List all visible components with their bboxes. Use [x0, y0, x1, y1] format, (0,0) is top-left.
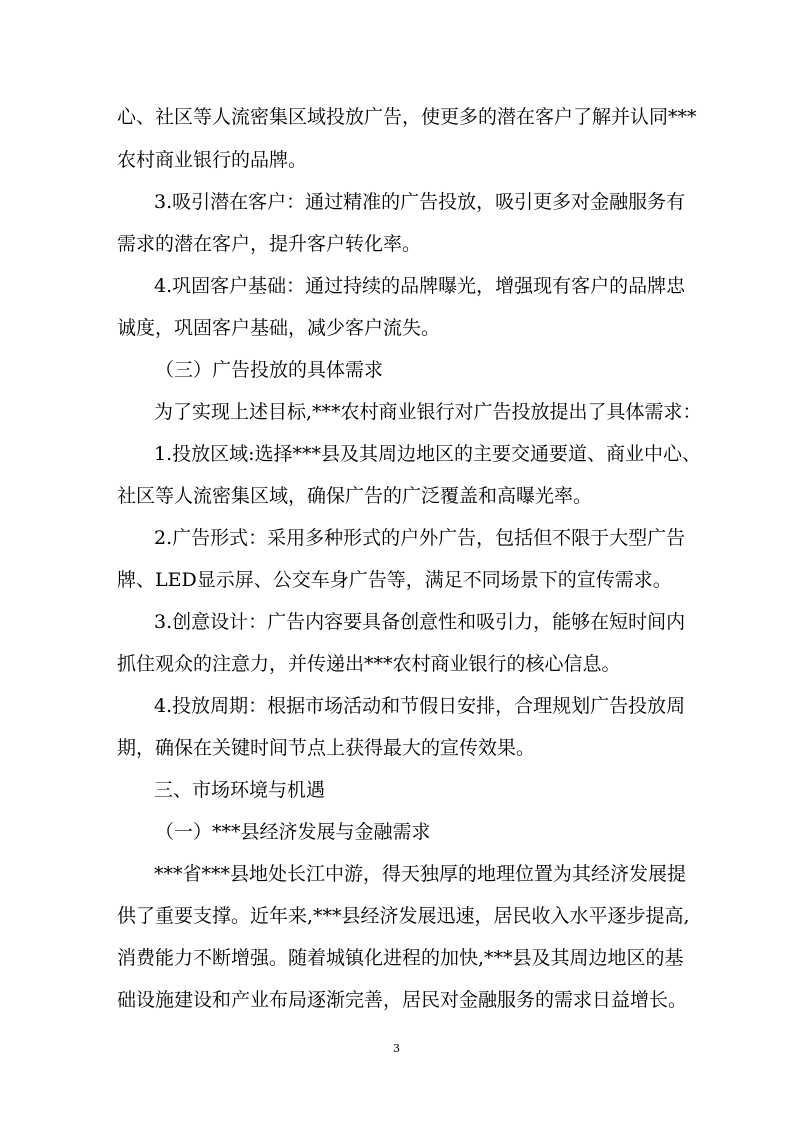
text-line: 消费能力不断增强。随着城镇化进程的加快,***县及其周边地区的基	[117, 947, 684, 969]
text-line: 心、社区等人流密集区域投放广告，使更多的潜在客户了解并认同***	[117, 106, 697, 128]
page-number: 3	[393, 1042, 400, 1055]
section-heading: （一）***县经济发展与金融需求	[155, 821, 431, 843]
text-line: 社区等人流密集区域，确保广告的广泛覆盖和高曝光率。	[117, 485, 593, 507]
section-heading: （三）广告投放的具体需求	[155, 359, 384, 381]
text-line: 3.创意设计：广告内容要具备创意性和吸引力，能够在短时间内	[154, 611, 686, 633]
text-line: 抓住观众的注意力，并传递出***农村商业银行的核心信息。	[117, 653, 621, 675]
text-line: 牌、LED显示屏、公交车身广告等，满足不同场景下的宣传需求。	[117, 569, 672, 591]
text-line: ***省***县地处长江中游，得天独厚的地理位置为其经济发展提	[154, 863, 687, 885]
section-heading: 三、市场环境与机遇	[154, 779, 326, 801]
text-line: 4.投放周期：根据市场活动和节假日安排，合理规划广告投放周	[154, 695, 686, 717]
text-line: 供了重要支撑。近年来,***县经济发展迅速，居民收入水平逐步提高,	[117, 905, 690, 927]
text-line: 3.吸引潜在客户：通过精准的广告投放，吸引更多对金融服务有	[154, 191, 686, 213]
text-line: 期，确保在关键时间节点上获得最大的宣传效果。	[117, 737, 536, 759]
text-line: 农村商业银行的品牌。	[117, 149, 308, 171]
text-line: 4.巩固客户基础：通过持续的品牌曝光，增强现有客户的品牌忠	[154, 275, 686, 297]
text-line: 为了实现上述目标,***农村商业银行对广告投放提出了具体需求：	[154, 401, 702, 423]
text-line: 础设施建设和产业布局逐渐完善，居民对金融服务的需求日益增长。	[117, 989, 688, 1011]
text-line: 需求的潜在客户，提升客户转化率。	[117, 233, 422, 255]
text-line: 2.广告形式：采用多种形式的户外广告，包括但不限于大型广告	[154, 527, 686, 549]
text-line: 1.投放区域:选择***县及其周边地区的主要交通要道、商业中心、	[154, 443, 702, 465]
text-line: 诚度，巩固客户基础，减少客户流失。	[117, 317, 441, 339]
